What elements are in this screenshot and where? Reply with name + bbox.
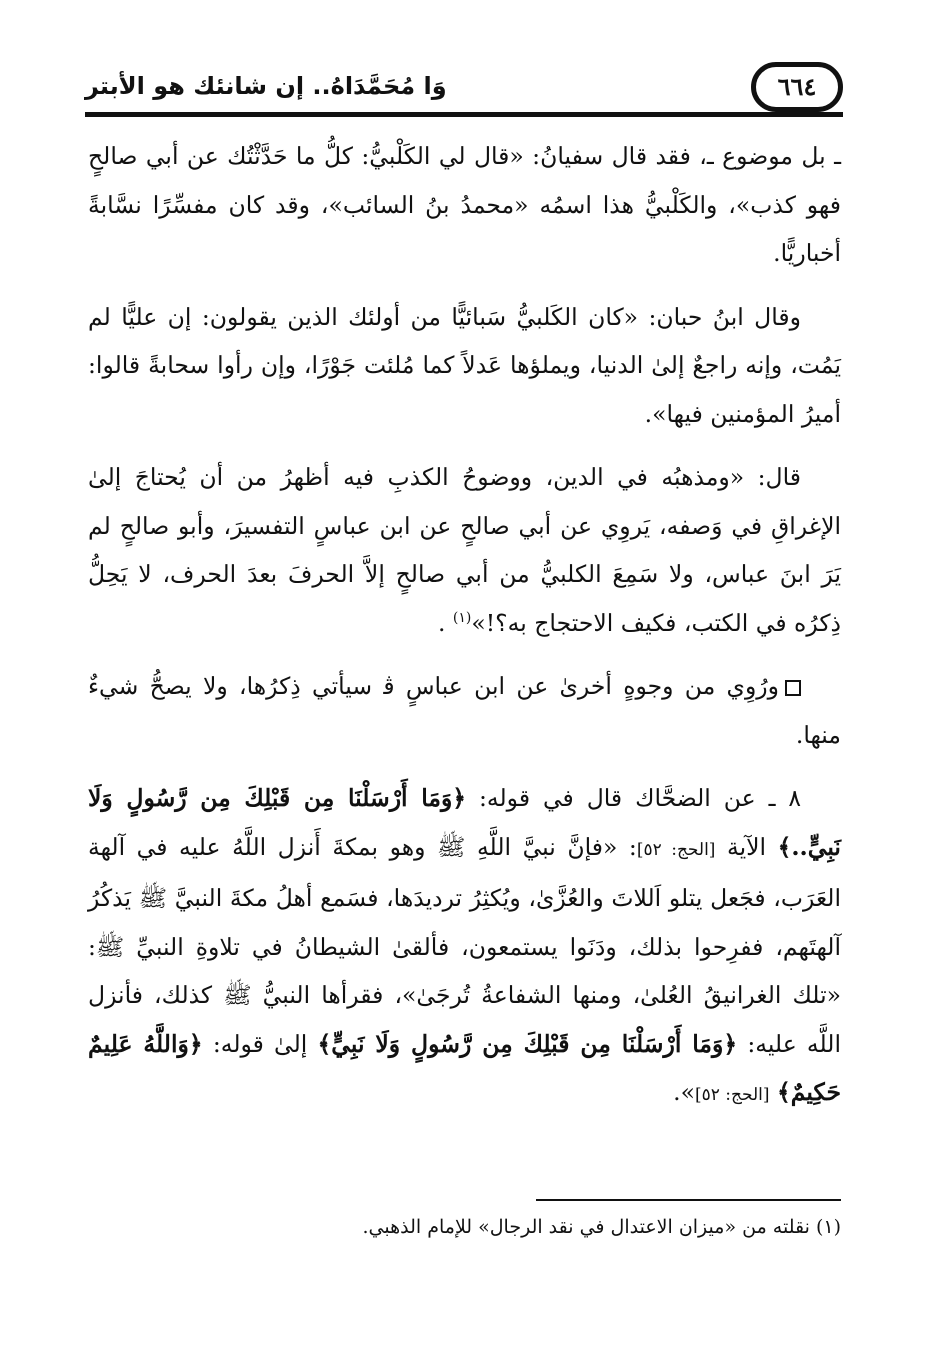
- paragraph: قال: «ومذهبُه في الدين، ووضوحُ الكذبِ فيه أظهرُ من أن يُحتاجَ إلىٰ الإغراقِ في وَصفه، يَروِي عن أبي صالحٍ عن ابن عباسٍ التفسيرَ، وأبو صالحٍ لم يَرَ ابنَ عباس، ولا سَمِعَ الكلبيُّ من أبي صالحٍ إلاَّ الحرفَ بعدَ الحرف، لا يَحِلُّ ذِكرُه في الكتب، فكيف الاحتجاج به؟!»$^{(١)}$ .: [88, 463, 841, 637]
- footnote-marker: (١): [452, 609, 472, 626]
- paragraph-text: إلىٰ قوله:: [212, 1029, 308, 1058]
- running-title: وَا مُحَمَّدَاهُ.. إن شانئك هو الأبتر: [85, 72, 447, 100]
- verse-reference: [الحج: ٥٢]: [636, 839, 716, 860]
- verse-reference: [الحج: ٥٢]: [694, 1085, 770, 1105]
- header-rule: [85, 112, 843, 117]
- paragraph: [88, 662, 841, 759]
- paragraph-text: الآية: [726, 832, 767, 861]
- square-bullet-icon: [785, 680, 801, 696]
- paragraph-text: ـ بل موضوع ـ، فقد قال سفيانُ: «قال لي الكَلْبيُّ: كلُّ ما حَدَّثْتُك عن أبي صالحٍ فهو كذب»، والكَلْبيُّ هذا اسمُه «محمدُ بنُ السائب»، وقد كان مفسِّرًا نسَّابةً أخباريًّا.: [88, 142, 841, 267]
- paragraph-text: وقال ابنُ حبان: «كان الكَلبيُّ سَبائيًّا من أولئك الذين يقولون: إن عليًّا لم يَمُت، وإنه راجعٌ إلىٰ الدنيا، ويملؤها عَدلاً كما مُلئت جَوْرًا، وإن رأوا سحابةً قالوا: أميرُ المؤمنين فيها».: [88, 302, 841, 428]
- paragraph: [88, 293, 841, 439]
- page-header: [85, 62, 843, 120]
- paragraph-text: قال: «ومذهبُه في الدين، ووضوحُ الكذبِ فيه أظهرُ من أن يُحتاجَ إلىٰ الإغراقِ في وَصفه، يَروِي عن أبي صالحٍ عن ابن عباسٍ التفسيرَ، وأبو صالحٍ لم يَرَ ابنَ عباس، ولا سَمِعَ الكلبيُّ من أبي صالحٍ إلاَّ الحرفَ بعدَ الحرف، لا يَحِلُّ ذِكرُه في الكتب، فكيف الاحتجاج به؟!»: [88, 463, 841, 637]
- quran-quote: ﴿وَمَا أَرْسَلْنَا مِن قَبْلِكَ مِن رَّسُولٍ وَلَا نَبِيٍّ﴾: [317, 1029, 738, 1058]
- quran-quote: ﴿وَمَا أَرْسَلْنَا مِن قَبْلِكَ مِن رَّسُولٍ وَلَا نَبِيٍّ..﴾: [88, 784, 841, 861]
- paragraph: [88, 132, 841, 278]
- paragraph-text: : «فإنَّ نبيَّ اللَّهِ ﷺ وهو بمكةَ أَنزل اللَّهُ عليه في آلهة العَرَب، فجَعل يتلو اَللاتَ والعُزَّىٰ، ويُكثِرُ ترديدَها، فسَمع أهلُ مكةَ النبيَّ ﷺ يَذكُرُ آلهتَهم، ففرِحوا بذلك، ودَنَوا يستمعون، فألقىٰ الشيطانُ في تلاوةِ النبيِّ ﷺ: «تلك الغرانيقُ العُلىٰ، ومنها الشفاعةُ تُرجَىٰ»، فقرأها النبيُّ ﷺ كذلك، فأنزل اللَّه عليه:: [88, 832, 841, 1058]
- quran-quote: ﴿وَاللَّهُ عَلِيمٌ حَكِيمٌ﴾: [88, 1029, 841, 1106]
- paragraph-text: ٨ ـ عن الضحَّاك قال في قوله:: [479, 784, 801, 812]
- page-number: ٦٦٤: [751, 62, 843, 112]
- paragraph-text: ورُوِي من وجوهٍ أخرىٰ عن ابن عباسٍ ﭬ سيأتي ذِكرُها، ولا يصحُّ شيءٌ منها.: [88, 672, 841, 749]
- paragraph: [88, 774, 841, 1120]
- footnote: (١) نقلته من «ميزان الاعتدال في نقد الرجال» للإمام الذهبي.: [362, 1216, 841, 1238]
- paragraph-text: ».: [673, 1078, 695, 1106]
- body-text: [88, 132, 841, 1135]
- footnote-rule: [536, 1199, 841, 1201]
